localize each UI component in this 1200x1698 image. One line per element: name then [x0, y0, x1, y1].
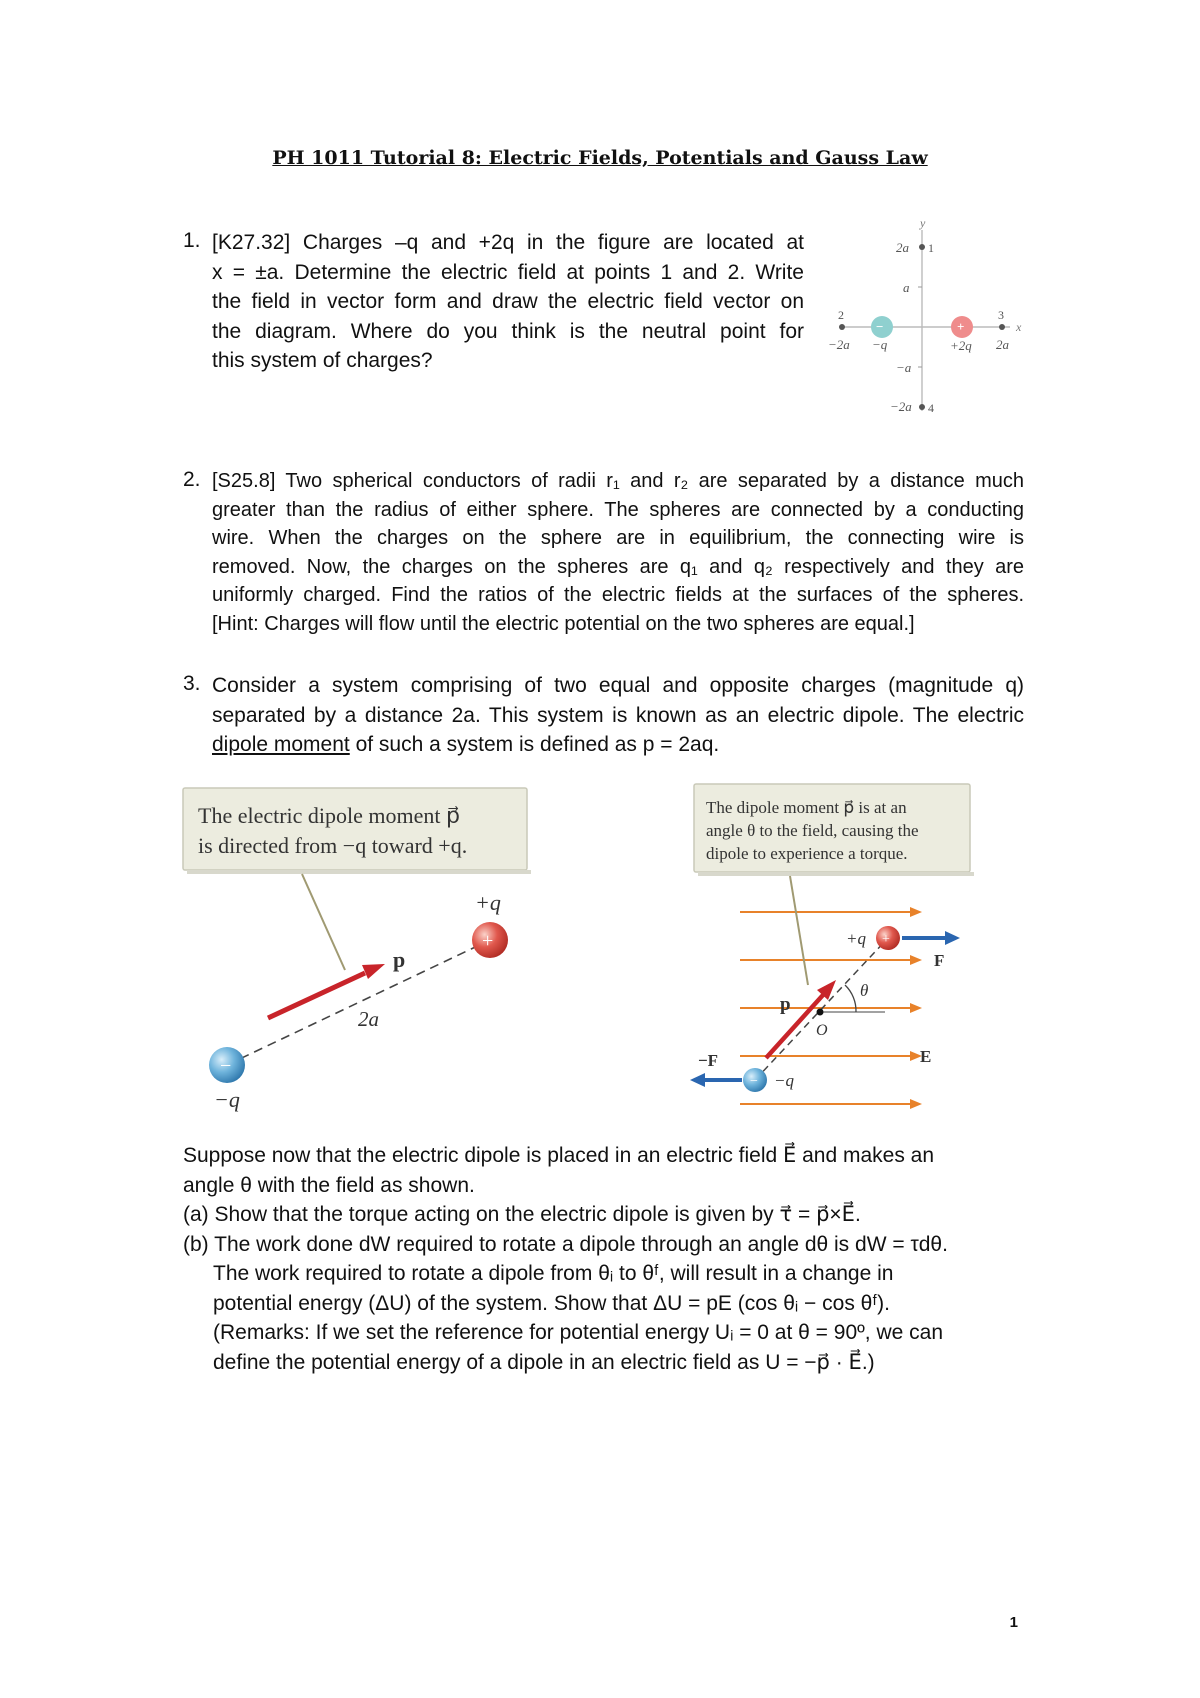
tick-neg-a-y: −a: [896, 360, 912, 375]
q2-line: [S25.8] Two spherical conductors of radii r₁ and r₂ are separated by a distance much: [212, 470, 1024, 492]
caption-line-2: angle θ to the field, causing the: [706, 821, 919, 840]
para-line: (Remarks: If we set the reference for potential energy Uᵢ = 0 at θ = 90º, we can: [213, 1321, 944, 1344]
dipole-figure-right: [670, 780, 990, 1120]
page-number: 1: [1009, 1614, 1018, 1631]
q2-line: removed. Now, the charges on the spheres are q₁ and q₂ respectively and they are: [212, 555, 1024, 578]
point-4-label: 4: [928, 401, 934, 415]
plus-sign-icon: +: [482, 930, 494, 952]
q3-text: [212, 671, 1024, 760]
para-line: potential energy (ΔU) of the system. Show that ΔU = pE (cos θᵢ − cos θᶠ).: [213, 1291, 890, 1315]
para-line: define the potential energy of a dipole in an electric field as U = −p⃗ · E⃗.): [213, 1350, 875, 1374]
tick-a-y: a: [903, 280, 910, 295]
x-axis-label: x: [1016, 320, 1022, 334]
minus-sign-icon: −: [220, 1055, 232, 1077]
q1-line: [K27.32] Charges –q and +2q in the figure are located at: [212, 231, 804, 254]
theta-label: θ: [860, 981, 869, 1000]
point-3: [999, 324, 1005, 330]
q1-line: this system of charges?: [212, 349, 433, 372]
plus-q-label: +q: [846, 929, 866, 948]
q2-text: [212, 467, 1024, 639]
caption-line-1: The dipole moment p⃗ is at an: [706, 798, 907, 817]
q2-line: greater than the radius of either sphere. The spheres are connected by a conducting: [212, 498, 1024, 521]
minus-q-label: −q: [774, 1071, 794, 1090]
q1-charge-diagram: [820, 216, 1035, 421]
dipole-moment-arrowhead: [362, 964, 385, 979]
y-axis-label: y: [920, 216, 926, 230]
q1-text: [212, 228, 804, 376]
para-line: (b) The work done dW required to rotate a dipole through an angle dθ is dW = τdθ.: [183, 1232, 948, 1256]
origin-label: O: [816, 1022, 828, 1039]
q3-line: separated by a distance 2a. This system is known as an electric dipole. The electric: [212, 703, 1024, 727]
negative-charge-label: −q: [872, 337, 888, 352]
para-line: The work required to rotate a dipole from θᵢ to θᶠ, will result in a change in: [213, 1262, 894, 1285]
tick-neg-2a-x: −2a: [828, 337, 850, 352]
minus-sign-icon: −: [750, 1074, 758, 1089]
q3-parts: [183, 1141, 1023, 1377]
tick-2a-x: 2a: [996, 337, 1009, 352]
q3-line-rest: of such a system is defined as p = 2aq.: [349, 733, 720, 756]
q2-line: uniformly charged. Find the ratios of the electric fields at the surfaces of the spheres.: [212, 584, 1024, 607]
q1-line: x = ±a. Determine the electric field at points 1 and 2. Write: [212, 260, 804, 284]
tick-2a-y: 2a: [896, 240, 909, 255]
dipole-figure-left: [180, 785, 540, 1115]
para-line: angle θ with the field as shown.: [183, 1173, 475, 1197]
force-label: F⃗: [934, 951, 958, 970]
q3-number: 3.: [183, 672, 201, 695]
positive-charge-label: +2q: [950, 338, 972, 353]
point-2-label: 2: [838, 308, 844, 322]
distance-label: 2a: [358, 1007, 379, 1031]
p-vector-label: p⃗: [780, 994, 806, 1015]
neg-force-arrowhead: [690, 1073, 705, 1087]
force-arrowhead: [945, 931, 960, 945]
para-line: Suppose now that the electric dipole is placed in an electric field E⃗ and makes an: [183, 1144, 935, 1167]
q1-number: 1.: [183, 229, 201, 252]
minus-q-label: −q: [214, 1087, 240, 1112]
q2-line: wire. When the charges on the sphere are in equilibrium, the connecting wire is: [212, 527, 1024, 550]
neg-force-label: −F⃗: [698, 1051, 732, 1070]
q3-line: Consider a system comprising of two equal and opposite charges (magnitude q): [212, 674, 1024, 697]
caption-line-1: The electric dipole moment p⃗: [198, 803, 460, 828]
negative-sign-icon: −: [876, 319, 884, 334]
caption-line-3: dipole to experience a torque.: [706, 844, 908, 863]
q2-line: [Hint: Charges will flow until the electric potential on the two spheres are equal.]: [212, 612, 915, 635]
point-1: [919, 244, 925, 250]
plus-q-label: +q: [475, 890, 501, 915]
q3-term: dipole moment: [212, 733, 350, 756]
q1-line: the field in vector form and draw the electric field vector on: [212, 290, 804, 313]
point-3-label: 3: [998, 308, 1004, 322]
caption-line-2: is directed from −q toward +q.: [198, 833, 468, 858]
q2-number: 2.: [183, 468, 201, 491]
positive-sign-icon: +: [957, 319, 965, 334]
point-2: [839, 324, 845, 330]
q1-line: the diagram. Where do you think is the neutral point for: [212, 319, 804, 343]
page-title: PH 1011 Tutorial 8: Electric Fields, Potentials and Gauss Law: [272, 147, 928, 169]
point-4: [919, 404, 925, 410]
p-vector-label: p⃗: [393, 947, 423, 972]
origin-point: [817, 1009, 824, 1016]
tick-neg-2a-y: −2a: [890, 399, 912, 414]
point-1-label: 1: [928, 241, 934, 255]
para-line: (a) Show that the torque acting on the electric dipole is given by τ⃗ = p⃗×E⃗.: [183, 1203, 861, 1226]
plus-sign-icon: +: [882, 932, 890, 947]
field-label: E⃗: [920, 1047, 945, 1066]
